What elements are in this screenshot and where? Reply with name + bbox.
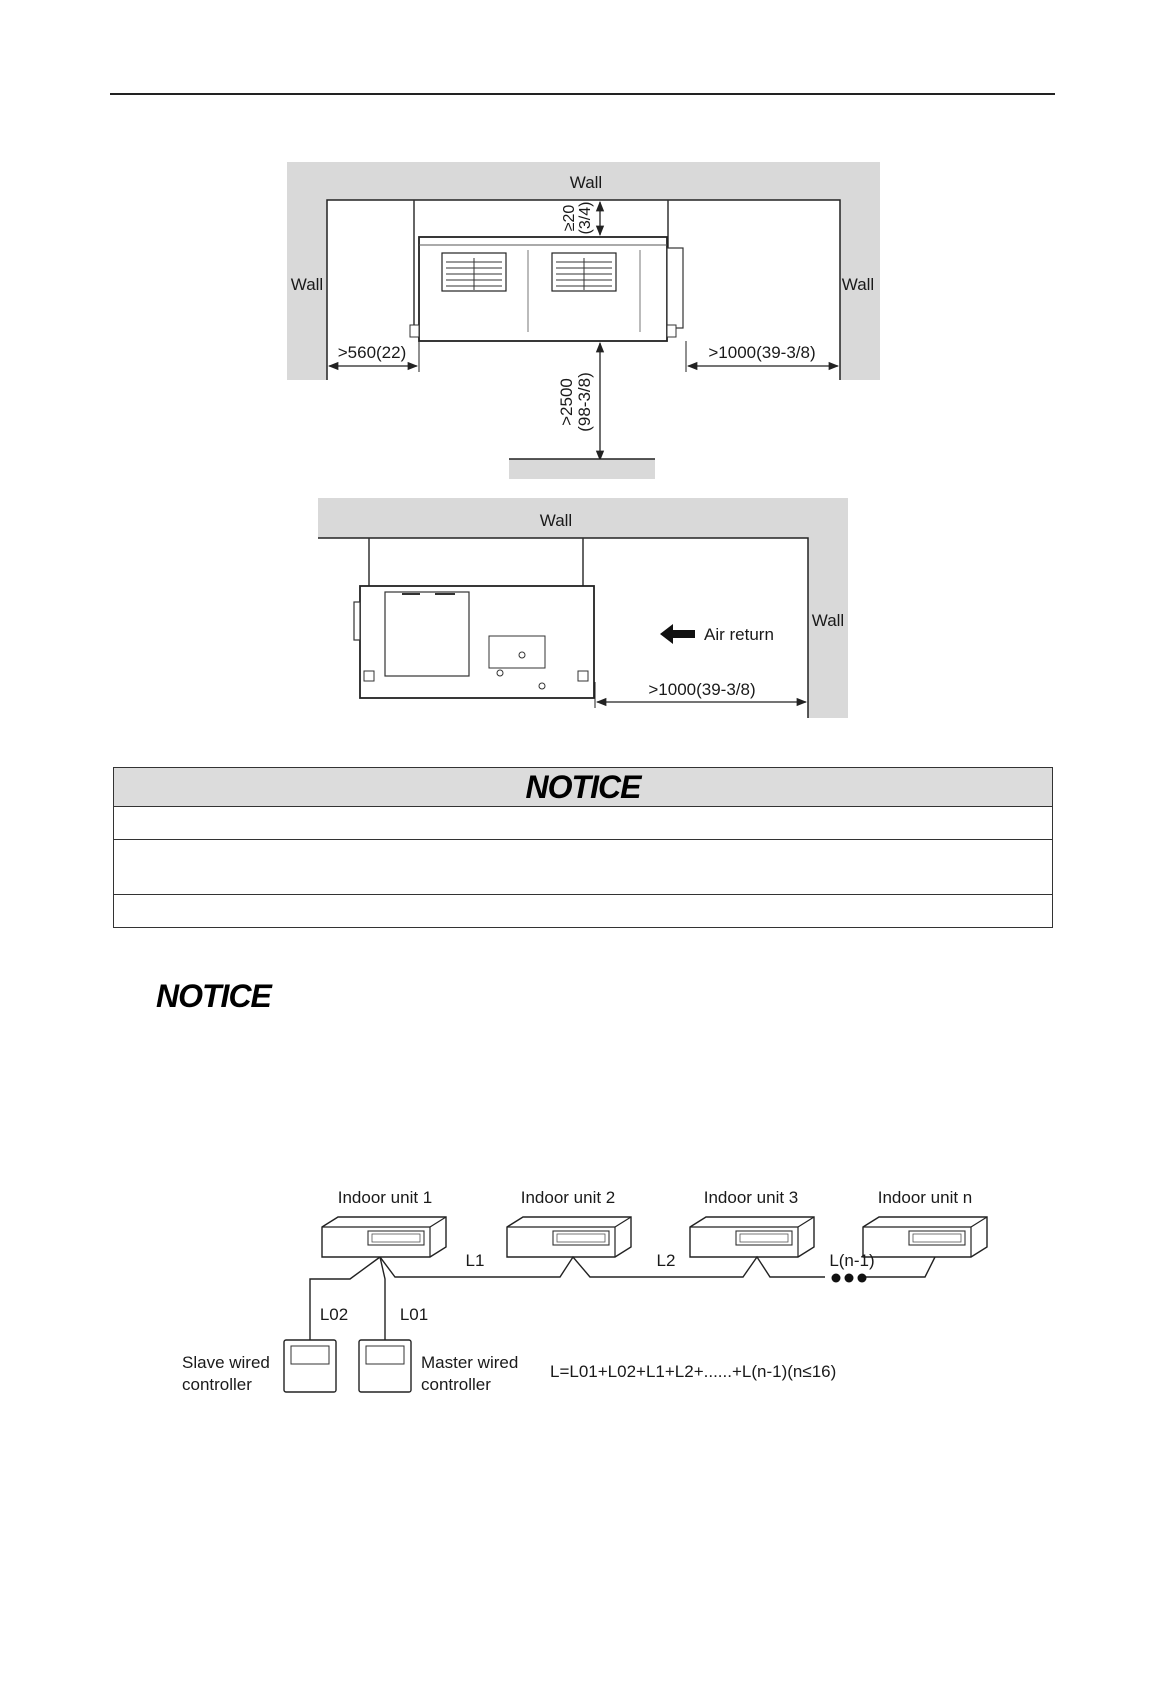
wire-l1-label: L1 — [465, 1251, 485, 1270]
wiring-diagram — [0, 1180, 1162, 1400]
clearance-diagram-side — [0, 490, 1162, 730]
master-controller-label: Master wired — [421, 1353, 519, 1372]
length-formula: L=L01+L02+L1+L2+......+L(n-1)(n≤16) — [550, 1362, 837, 1381]
dim-left-value: >560(22) — [337, 343, 407, 362]
notice-box-header — [114, 768, 1052, 807]
air-return-arrow — [660, 624, 695, 644]
indoor-unit-2-icon — [507, 1217, 631, 1257]
dim-top-value: ≥20 — [561, 204, 578, 232]
side-wall-right-label: Wall — [811, 611, 845, 630]
notice-row — [114, 840, 1052, 895]
dim-top-imperial: (3/4) — [577, 201, 594, 235]
wall-top-label: Wall — [569, 173, 603, 192]
side-dim-right-value: >1000(39-3/8) — [648, 680, 756, 699]
notice-box-title: NOTICE — [525, 768, 641, 805]
clearance-diagram-front — [0, 0, 1162, 500]
slave-controller-icon — [284, 1340, 336, 1392]
wall-left-label: Wall — [290, 275, 324, 294]
slave-controller-label-2: controller — [182, 1375, 252, 1394]
notice-box — [113, 767, 1053, 928]
indoor-unit-3-icon — [690, 1217, 814, 1257]
wall-right-label: Wall — [841, 275, 875, 294]
indoor-unit-n-icon — [863, 1217, 987, 1257]
wire-l1 — [380, 1257, 440, 1277]
unit-3-label: Indoor unit 3 — [703, 1188, 799, 1207]
dim-bottom-value: >2500 — [557, 378, 576, 426]
wire-ln1-label: L(n-1) — [829, 1251, 875, 1270]
unit-n-label: Indoor unit n — [877, 1188, 973, 1207]
wire-l02 — [310, 1257, 380, 1340]
indoor-unit-front — [410, 237, 683, 341]
notice-heading: NOTICE — [156, 978, 271, 1014]
dim-bottom-imperial: (98-3/8) — [575, 372, 594, 432]
notice-row — [114, 807, 1052, 840]
side-wall-top-label: Wall — [539, 511, 573, 530]
notice-row — [114, 895, 1052, 927]
floor-shape — [509, 459, 655, 479]
dim-right-value: >1000(39-3/8) — [708, 343, 816, 362]
unit-1-label: Indoor unit 1 — [337, 1188, 433, 1207]
air-return-label: Air return — [704, 625, 774, 644]
indoor-unit-side — [354, 586, 594, 698]
wire-l2-label: L2 — [656, 1251, 676, 1270]
wire-l02-label: L02 — [319, 1305, 349, 1324]
slave-controller-label: Slave wired — [182, 1353, 270, 1372]
unit-2-label: Indoor unit 2 — [520, 1188, 616, 1207]
master-controller-label-2: controller — [421, 1375, 491, 1394]
wire-l01 — [380, 1257, 385, 1340]
master-controller-icon — [359, 1340, 411, 1392]
wire-l01-label: L01 — [399, 1305, 429, 1324]
indoor-unit-1-icon — [322, 1217, 446, 1257]
